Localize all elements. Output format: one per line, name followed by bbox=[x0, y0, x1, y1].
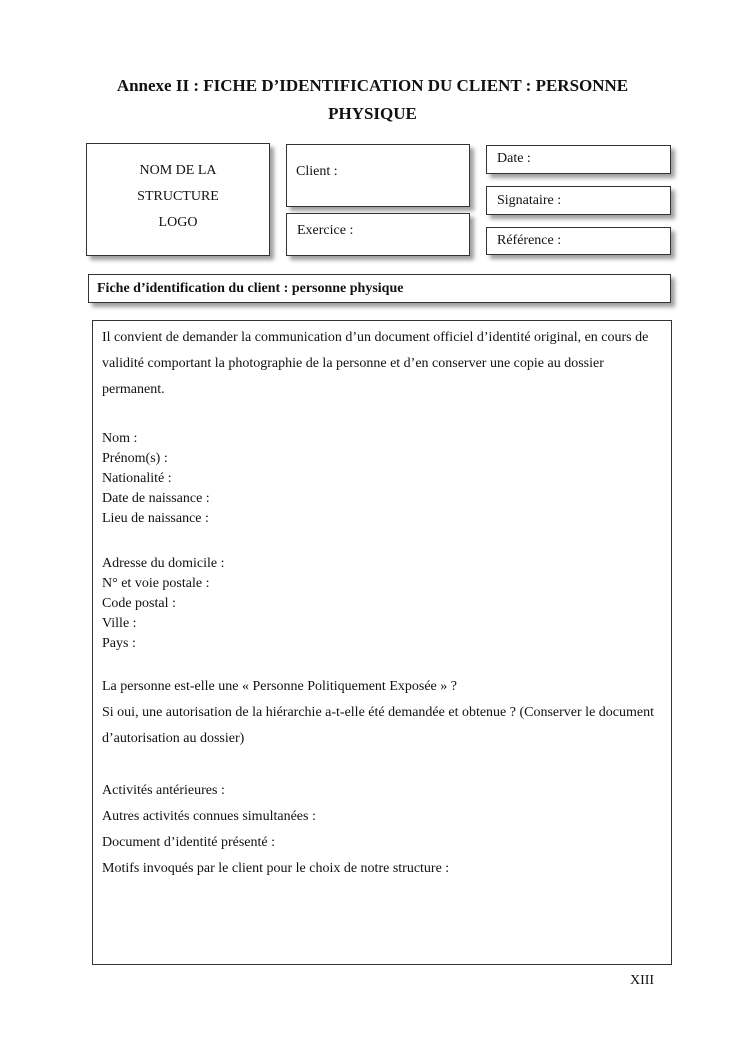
structure-logo-box bbox=[86, 143, 270, 256]
title-line-1: Annexe II : FICHE D’IDENTIFICATION DU CLIENT : PERSONNE bbox=[116, 76, 629, 95]
date-label: Date : bbox=[497, 151, 531, 166]
date-field[interactable] bbox=[486, 145, 671, 174]
field-autres-activites[interactable]: Autres activités connues simultanées : bbox=[102, 809, 316, 824]
field-document-identite[interactable]: Document d’identité présenté : bbox=[102, 835, 275, 850]
reference-label: Référence : bbox=[497, 233, 562, 248]
title-line-2: PHYSIQUE bbox=[328, 104, 417, 123]
client-field[interactable] bbox=[286, 144, 470, 207]
field-code-postal[interactable]: Code postal : bbox=[102, 596, 176, 611]
field-adresse-domicile[interactable]: Adresse du domicile : bbox=[102, 556, 225, 571]
field-motifs-client[interactable]: Motifs invoqués par le client pour le choix de notre structure : bbox=[102, 861, 450, 876]
exercice-label: Exercice : bbox=[297, 223, 354, 238]
client-label: Client : bbox=[296, 164, 338, 179]
exercice-field[interactable] bbox=[286, 213, 470, 256]
field-date-naissance[interactable]: Date de naissance : bbox=[102, 491, 210, 506]
field-pays[interactable]: Pays : bbox=[102, 636, 136, 651]
identification-form bbox=[92, 320, 672, 965]
ppe-question: La personne est-elle une « Personne Politiquement Exposée » ? bbox=[102, 679, 457, 694]
field-prenoms[interactable]: Prénom(s) : bbox=[102, 451, 168, 466]
logo-line-3: LOGO bbox=[158, 215, 198, 230]
field-nationalite[interactable]: Nationalité : bbox=[102, 471, 172, 486]
logo-line-2: STRUCTURE bbox=[137, 189, 219, 204]
field-voie-postale[interactable]: N° et voie postale : bbox=[102, 576, 210, 591]
intro-paragraph: Il convient de demander la communication d’un document officiel d’identité original, en cours de validité comportant la photographie de la personne et d’en conserver une copie au dossier permanent. bbox=[102, 330, 649, 397]
reference-field[interactable] bbox=[486, 227, 671, 255]
logo-line-1: NOM DE LA bbox=[139, 163, 217, 178]
page-number: XIII bbox=[630, 973, 655, 988]
field-lieu-naissance[interactable]: Lieu de naissance : bbox=[102, 511, 209, 526]
section-title: Fiche d’identification du client : personne physique bbox=[97, 281, 404, 296]
section-title-box bbox=[88, 274, 671, 303]
signataire-field[interactable] bbox=[486, 186, 671, 215]
field-activites-anterieures[interactable]: Activités antérieures : bbox=[102, 783, 225, 798]
field-ville[interactable]: Ville : bbox=[102, 616, 137, 631]
signataire-label: Signataire : bbox=[497, 193, 562, 208]
field-nom[interactable]: Nom : bbox=[102, 431, 138, 446]
page-title bbox=[60, 72, 685, 128]
ppe-followup: Si oui, une autorisation de la hiérarchie a-t-elle été demandée et obtenue ? (Conserver le document d’autorisation au dossier) bbox=[102, 705, 654, 746]
